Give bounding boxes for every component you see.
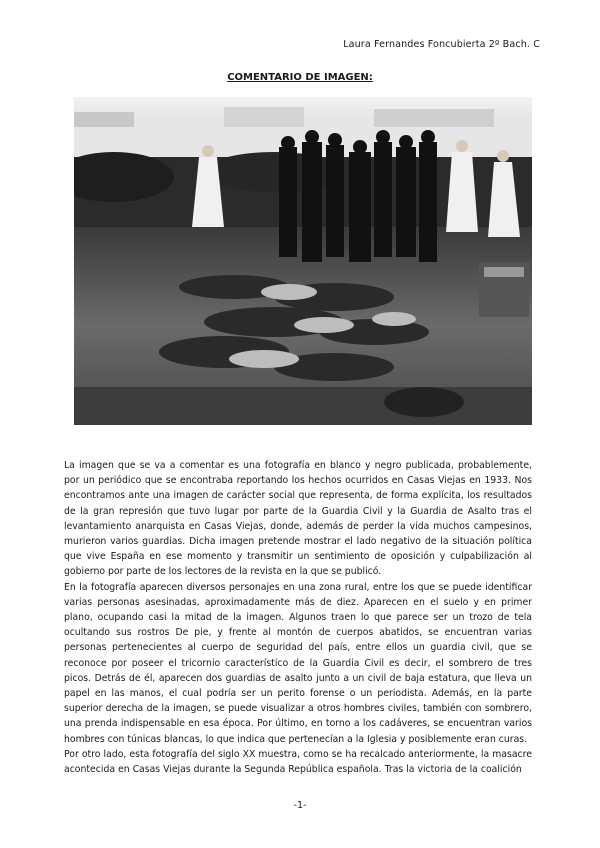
page-number: -1- [293,800,307,811]
author-header: Laura Fernandes Foncubierta 2º Bach. C [343,39,540,50]
paragraph-3: Por otro lado, esta fotografía del siglo XX muestra, como se ha recalcado anteriormente, la masacre acontecida en Casas Viejas durante la Segunda República española. Tras la victoria de la coalición [64,748,532,776]
comment-body [64,458,532,777]
paragraph-1: La imagen que se va a comentar es una fotografía en blanco y negro publicada, probablemente, por un periódico que se encontraba reportando los hechos ocurridos en Casas Viejas en 1933. Nos encontramos ante una imagen de carácter social que representa, de forma explícita, los resultados de la gran represión que tuvo lugar por parte de la Guardia Civil y la Guardia de Asalto tras el levantamiento anarquista en Casas Viejas, donde, además de perder la vida muchos campesinos, murieron varios guardias. Dicha imagen pretende mostrar el lado negativo de la situación política que vive España en ese momento y transmitir un sentimiento de oposición y culpabilización al gobierno por parte de los lectores de la revista en la que se publicó. [64,460,532,578]
historical-photo [74,97,532,425]
paragraph-2: En la fotografía aparecen diversos personajes en una zona rural, entre los que se puede identificar varias personas asesinadas, aproximadamente más de diez. Aparecen en el suelo y en primer plano, ocupando casi la mitad de la imagen. Algunos traen lo que parece ser un trozo de tela ocultando sus rostros De pie, y frente al montón de cuerpos abatidos, se encuentran varias personas pertenecientes al cuerpo de seguridad del país, entre ellos un guardia civil, que se reconoce por poseer el tricornio característico de la Guardia Civil es decir, el sombrero de tres picos. Detrás de él, aparecen dos guardias de asalto junto a un civil de baja estatura, que lleva un papel en las manos, el cual podría ser un perito forense o un periodista. Además, en la parte superior derecha de la imagen, se puede visualizar a otros hombres civiles, también con sombrero, una prenda indispensable en esa época. Por último, en torno a los cadáveres, se encuentran varios hombres con túnicas blancas, lo que indica que pertenecían a la Iglesia y posiblemente eran curas. [64,581,532,745]
page-title: COMENTARIO DE IMAGEN: [227,72,373,83]
